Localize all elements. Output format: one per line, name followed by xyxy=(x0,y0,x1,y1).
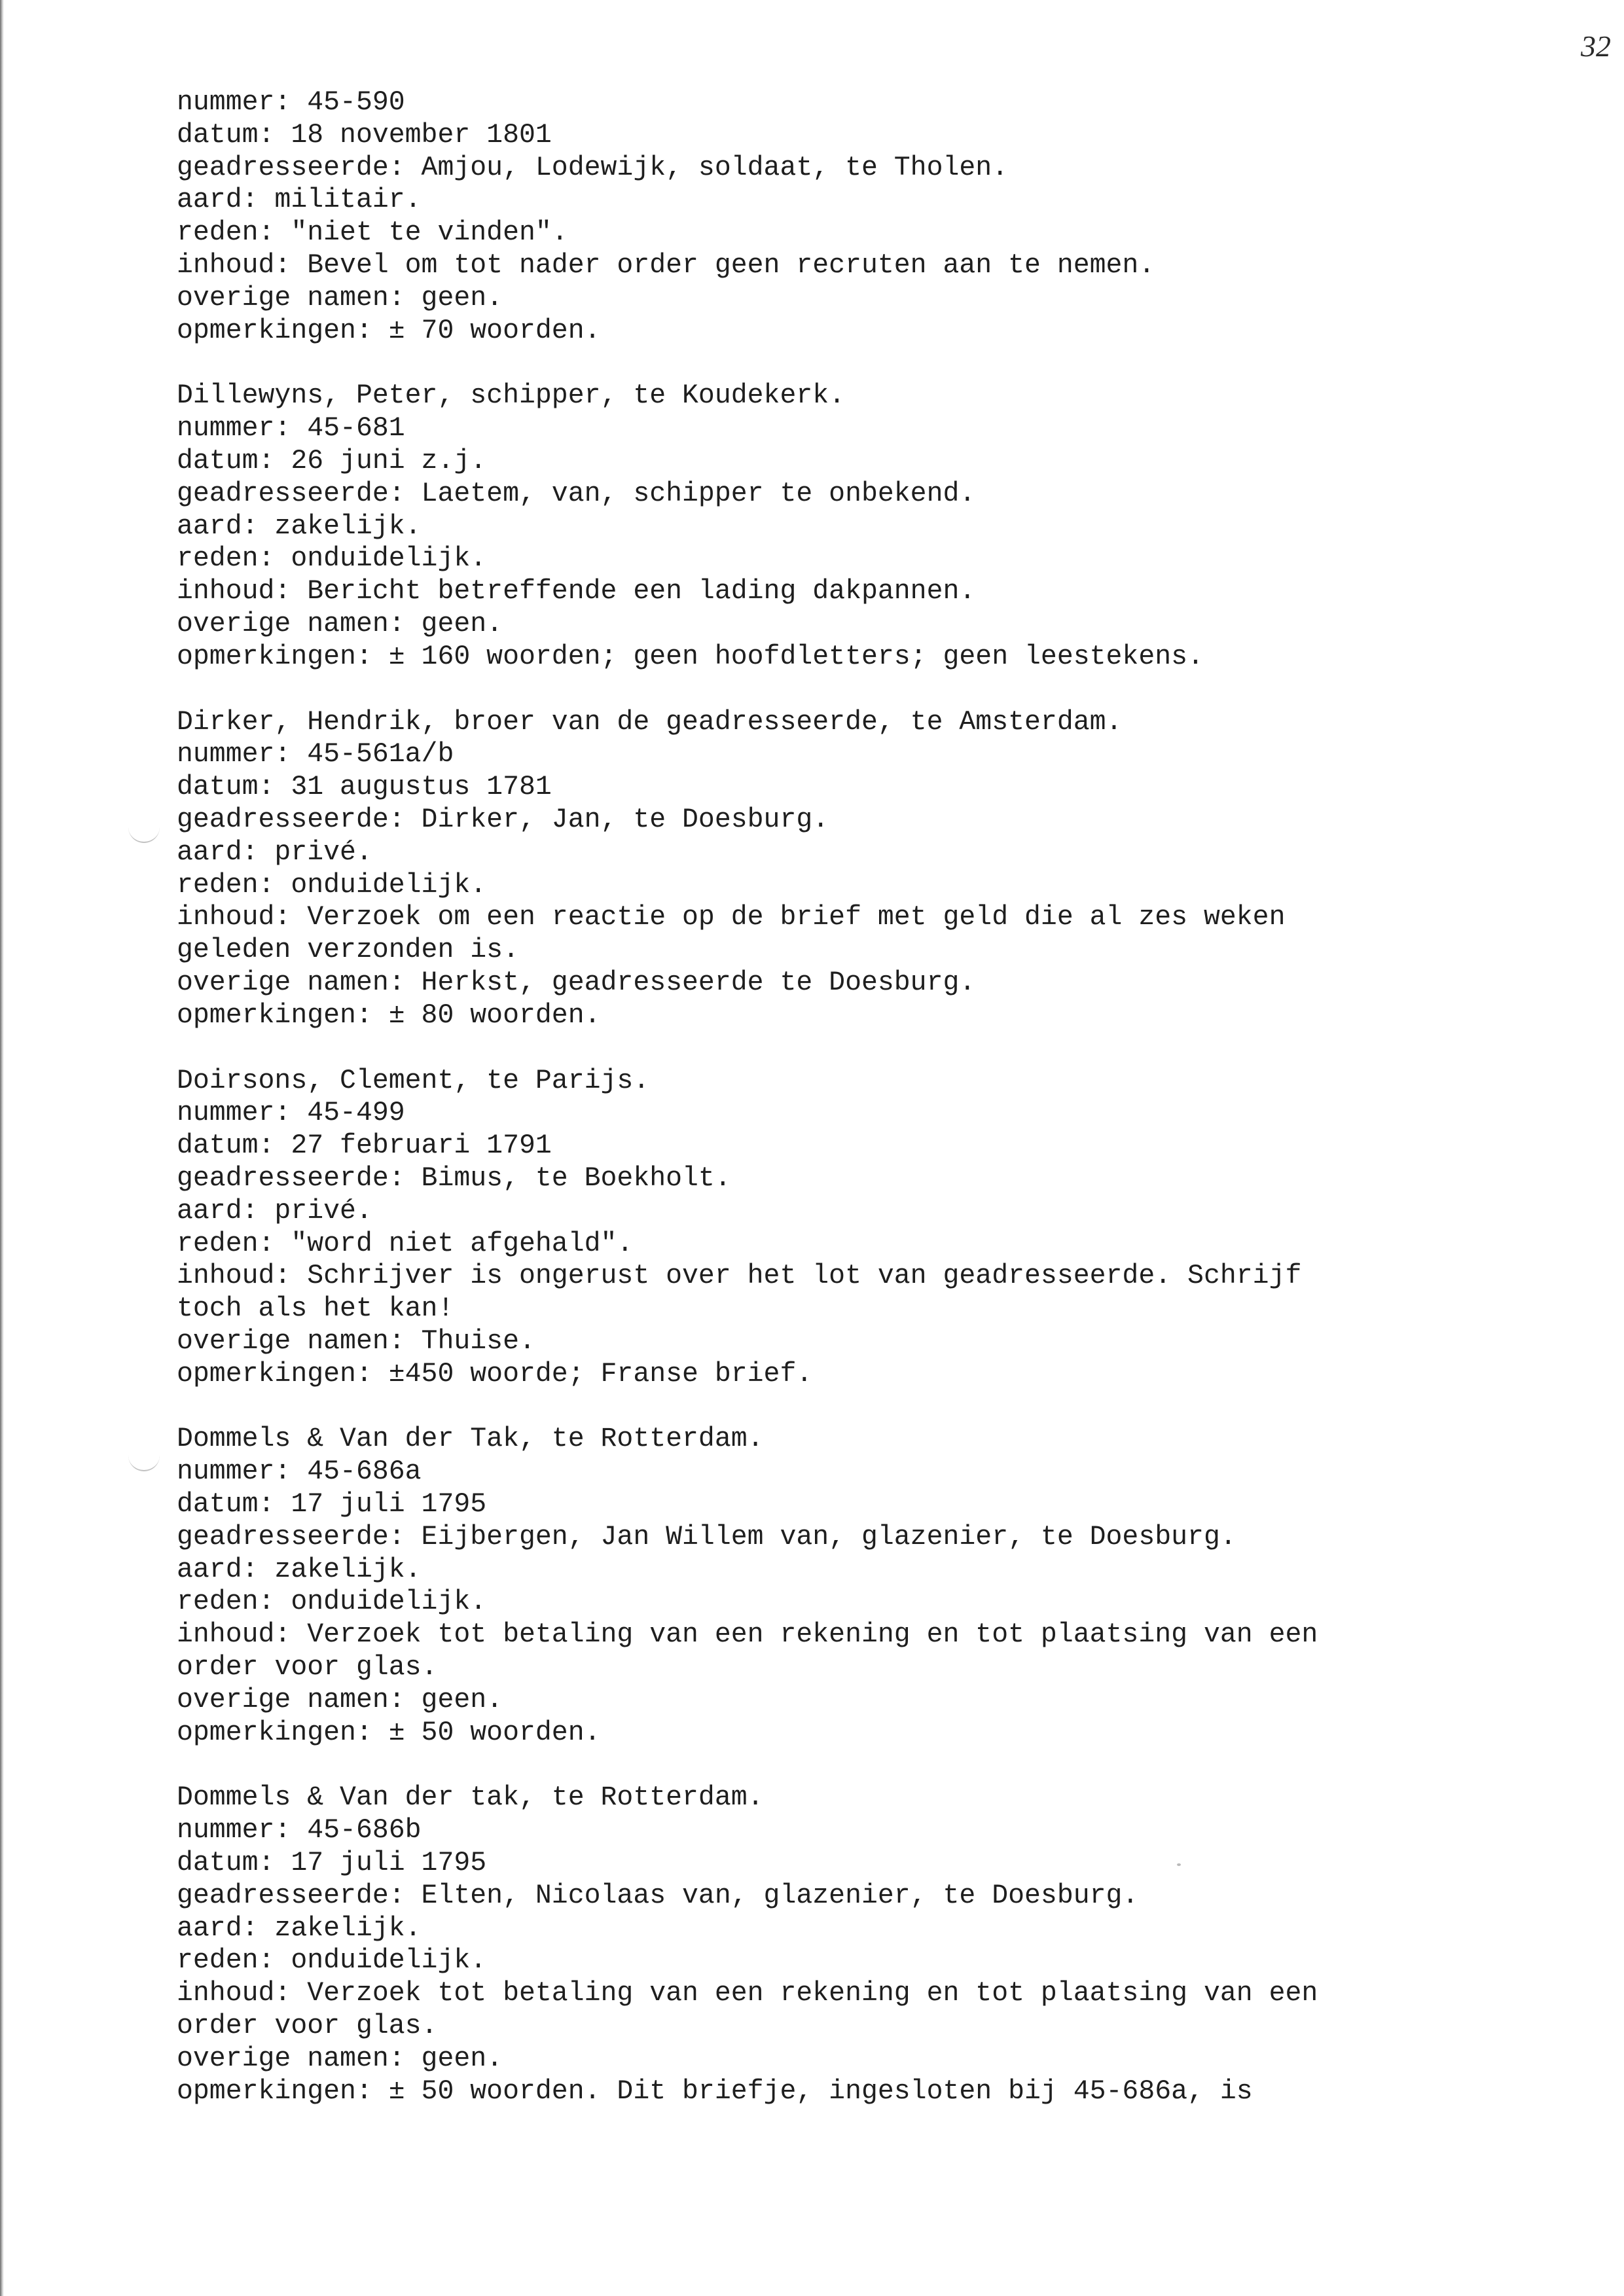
field-line: inhoud: Verzoek tot betaling van een rekening en tot plaatsing van een xyxy=(177,1619,1318,1651)
scan-left-edge xyxy=(0,0,4,2296)
field-line: datum: 18 november 1801 xyxy=(177,119,552,151)
field-line: inhoud: Schrijver is ongerust over het lot van geadresseerde. Schrijf xyxy=(177,1261,1302,1292)
field-line: opmerkingen: ±450 woorde; Franse brief. xyxy=(177,1358,813,1390)
field-line-continuation: order voor glas. xyxy=(177,1652,438,1683)
field-line: aard: privé. xyxy=(177,836,372,868)
field-line: overige namen: geen. xyxy=(177,608,503,639)
field-line: geadresseerde: Dirker, Jan, te Doesburg. xyxy=(177,804,829,835)
field-line: inhoud: Verzoek om een reactie op de brief met geld die al zes weken xyxy=(177,902,1286,933)
field-line: aard: zakelijk. xyxy=(177,1554,422,1585)
scan-artifact-mark xyxy=(128,1454,160,1471)
page-number: 32 xyxy=(1581,29,1611,63)
field-line: datum: 17 juli 1795 xyxy=(177,1489,487,1520)
field-line: geadresseerde: Laetem, van, schipper te onbekend. xyxy=(177,478,976,509)
letter-entry xyxy=(177,380,1564,673)
field-line: inhoud: Bevel om tot nader order geen recruten aan te nemen. xyxy=(177,249,1155,281)
field-line: overige namen: geen. xyxy=(177,1684,503,1715)
field-line: opmerkingen: ± 50 woorden. Dit briefje, ingesloten bij 45-686a, is xyxy=(177,2075,1253,2107)
field-line: reden: "word niet afgehald". xyxy=(177,1228,634,1259)
field-line: aard: zakelijk. xyxy=(177,511,422,542)
field-line: opmerkingen: ± 80 woorden. xyxy=(177,999,601,1031)
field-line: reden: onduidelijk. xyxy=(177,1587,487,1618)
field-line: nummer: 45-681 xyxy=(177,413,405,444)
letter-entry xyxy=(177,1423,1564,1749)
field-line: reden: "niet te vinden". xyxy=(177,217,568,249)
field-line: nummer: 45-686b xyxy=(177,1815,422,1846)
field-line: overige namen: Thuise. xyxy=(177,1325,535,1357)
field-line: aard: militair. xyxy=(177,185,422,216)
field-line-continuation: order voor glas. xyxy=(177,2011,438,2042)
field-line: aard: privé. xyxy=(177,1195,372,1227)
field-line: reden: onduidelijk. xyxy=(177,869,487,901)
letter-entry xyxy=(177,706,1564,1032)
field-line: nummer: 45-561a/b xyxy=(177,739,454,770)
field-line: geadresseerde: Amjou, Lodewijk, soldaat, te Tholen. xyxy=(177,152,1009,183)
letter-entry xyxy=(177,1782,1564,2108)
field-line: geadresseerde: Elten, Nicolaas van, glazenier, te Doesburg. xyxy=(177,1880,1139,1911)
entry-heading: Doirsons, Clement, te Parijs. xyxy=(177,1065,650,1096)
field-line-continuation: geleden verzonden is. xyxy=(177,935,519,966)
field-line-continuation: toch als het kan! xyxy=(177,1293,454,1325)
entry-heading: Dirker, Hendrik, broer van de geadresseerde, te Amsterdam. xyxy=(177,706,1123,738)
field-line: overige namen: Herkst, geadresseerde te Doesburg. xyxy=(177,967,976,998)
field-line: opmerkingen: ± 160 woorden; geen hoofdletters; geen leestekens. xyxy=(177,641,1204,672)
field-line: geadresseerde: Bimus, te Boekholt. xyxy=(177,1162,731,1194)
entry-heading: Dillewyns, Peter, schipper, te Koudekerk. xyxy=(177,380,846,412)
field-line: inhoud: Bericht betreffende een lading dakpannen. xyxy=(177,576,976,607)
field-line: nummer: 45-499 xyxy=(177,1098,405,1129)
scan-artifact-mark xyxy=(128,826,160,843)
entry-heading: Dommels & Van der tak, te Rotterdam. xyxy=(177,1782,764,1814)
entry-heading: Dommels & Van der Tak, te Rotterdam. xyxy=(177,1424,764,1455)
letter-entry xyxy=(177,86,1564,347)
letter-index-list xyxy=(177,86,1564,2140)
letter-entry xyxy=(177,1065,1564,1391)
field-line: nummer: 45-686a xyxy=(177,1456,422,1488)
field-line: datum: 31 augustus 1781 xyxy=(177,772,552,803)
field-line: datum: 17 juli 1795 xyxy=(177,1848,487,1879)
field-line: reden: onduidelijk. xyxy=(177,1945,487,1977)
field-line: opmerkingen: ± 50 woorden. xyxy=(177,1717,601,1748)
field-line: aard: zakelijk. xyxy=(177,1912,422,1944)
field-line: inhoud: Verzoek tot betaling van een rekening en tot plaatsing van een xyxy=(177,1978,1318,2009)
field-line: overige namen: geen. xyxy=(177,282,503,314)
field-line: datum: 26 juni z.j. xyxy=(177,445,487,476)
field-line: nummer: 45-590 xyxy=(177,87,405,118)
field-line: overige namen: geen. xyxy=(177,2043,503,2074)
field-line: opmerkingen: ± 70 woorden. xyxy=(177,315,601,346)
field-line: datum: 27 februari 1791 xyxy=(177,1130,552,1162)
field-line: reden: onduidelijk. xyxy=(177,543,487,575)
field-line: geadresseerde: Eijbergen, Jan Willem van, glazenier, te Doesburg. xyxy=(177,1521,1236,1552)
